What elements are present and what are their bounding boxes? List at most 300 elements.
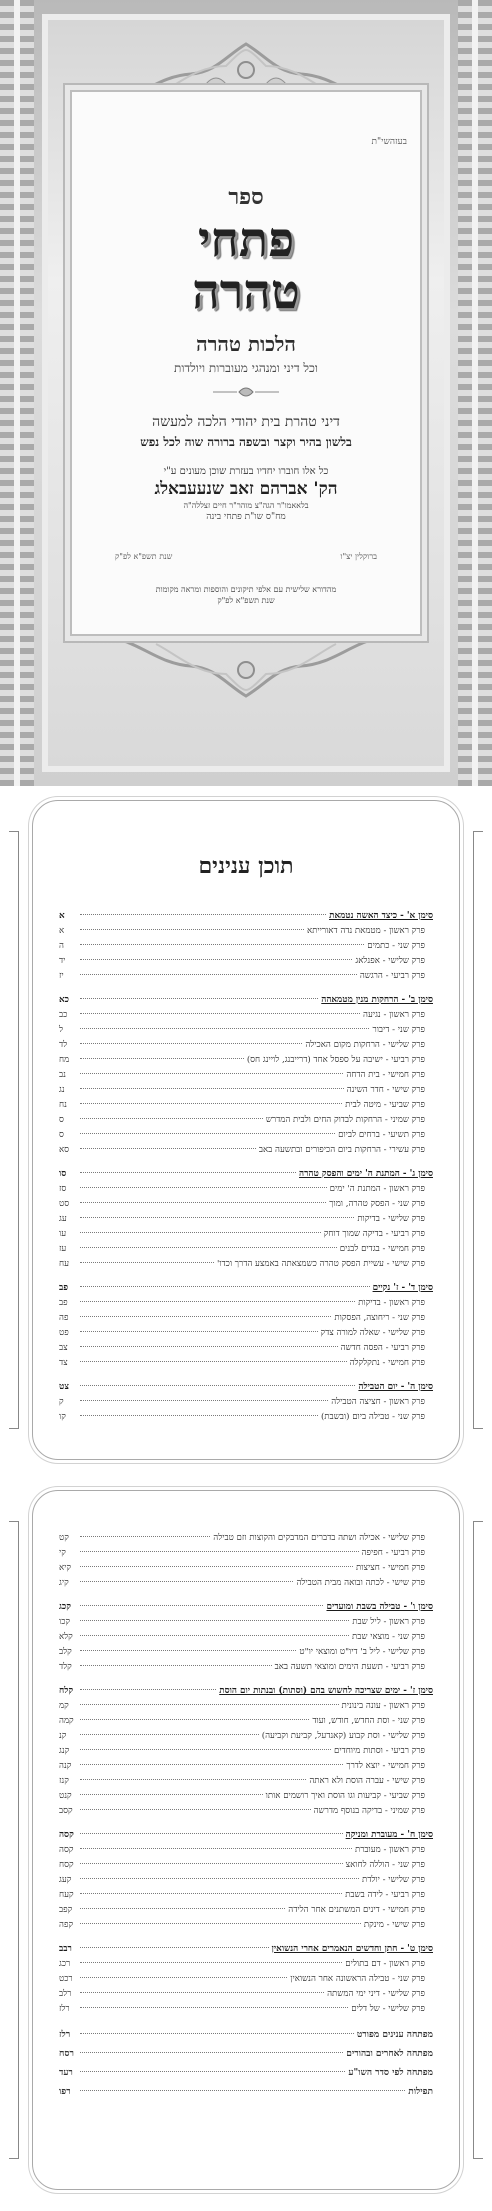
toc-section-heading[interactable]	[59, 909, 433, 924]
book-cover	[0, 0, 492, 786]
toc-section-heading[interactable]	[59, 1281, 433, 1296]
toc-page-number: א	[59, 926, 65, 936]
toc-entry-title: פרק חמישי - בגדים לבנים	[339, 1244, 425, 1254]
toc-entry-title: פרק שמיני - בדיקה בנוסף מדרשה	[313, 1806, 425, 1816]
toc-page-number: רסח	[59, 2049, 74, 2059]
dot-leader	[80, 1415, 318, 1416]
page-edge-bracket	[9, 1521, 19, 2159]
toc-chapter-entry[interactable]	[59, 1858, 433, 1873]
toc-page-number: קמה	[59, 1716, 74, 1726]
toc-entry-title: פרק רביעי - ישיבה על ספסל אחד (דרייבנג, לויינג חס)	[246, 1055, 425, 1065]
toc-entry-title: פרק שני - טבילה הראשונה אחר הנשואין	[290, 1974, 425, 1984]
dot-leader	[80, 1833, 343, 1834]
dot-leader	[80, 1764, 343, 1765]
toc-chapter-entry[interactable]	[59, 1888, 433, 1903]
toc-entry-title: סימן ב' - הרחקות מנין מטמאהה	[321, 995, 433, 1005]
toc-page-1	[32, 800, 460, 1460]
bsd-mark: בעזהשי"ת	[371, 137, 407, 147]
toc-entry-title: פרק חמישי - חציצות	[356, 1563, 425, 1573]
toc-page-number: קנז	[59, 1776, 69, 1786]
toc-page-number: רלב	[59, 1989, 72, 1999]
toc-entry-title: פרק ראשון - ליל שבת	[352, 1617, 425, 1627]
toc-entry-title: פרק ראשון - עונה בינונית	[341, 1701, 425, 1711]
toc-page-number: קלב	[59, 1647, 72, 1657]
dot-leader	[80, 1779, 306, 1780]
toc-page-number: לד	[59, 1040, 68, 1050]
toc-page-number: רעד	[59, 2068, 73, 2078]
toc-chapter-entry[interactable]	[59, 1903, 433, 1918]
toc-page-number: סז	[59, 1184, 67, 1194]
toc-entry-title: פרק שני - הפסק טהרה, ומוך	[329, 1199, 425, 1209]
toc-page-number: קסה	[59, 1845, 74, 1855]
toc-section-heading[interactable]	[59, 1684, 433, 1699]
toc-chapter-entry[interactable]	[59, 1804, 433, 1819]
author-lineage: בלאאמו"ר הגה"צ מוהר"ר חיים זצללה"ה	[183, 501, 309, 510]
toc-page-number: קנה	[59, 1761, 72, 1771]
toc-chapter-entry[interactable]	[59, 1630, 433, 1645]
toc-page-number: עג	[59, 1214, 67, 1224]
toc-page-number: עח	[59, 1259, 69, 1269]
dot-leader	[80, 1187, 327, 1188]
dot-leader	[80, 944, 364, 945]
toc-entry-title: פרק ראשון - נגיעה	[363, 1010, 425, 1020]
toc-entry-title: פרק שני - ריחוצה, הפסקות	[334, 1313, 425, 1323]
toc-chapter-entry[interactable]	[59, 1714, 433, 1729]
dot-leader	[80, 1581, 293, 1582]
toc-chapter-entry[interactable]	[59, 1257, 433, 1272]
author-name: הק' אברהם זאב שנעעבאלג	[154, 479, 338, 499]
toc-page-number: ק	[59, 1397, 64, 1407]
toc-chapter-entry[interactable]	[59, 1918, 433, 1933]
dot-leader	[80, 1058, 244, 1059]
toc-entry-title: פרק ראשון - חציצה הטבילה	[331, 1397, 425, 1407]
dot-leader	[80, 1605, 323, 1606]
toc-entry-title: פרק רביעי - חפיפה	[361, 1548, 425, 1558]
dot-leader	[80, 974, 357, 975]
dot-leader	[80, 1028, 369, 1029]
dot-leader	[80, 1088, 344, 1089]
toc-page-number: עו	[59, 1229, 67, 1239]
toc-chapter-entry[interactable]	[59, 1873, 433, 1888]
dot-leader	[80, 1232, 321, 1233]
toc-entry-title: פרק שלישי - ליל ב' דיו"ט ומוצאי יו"ט	[299, 1647, 425, 1657]
toc-entry-title: פרק שביעי - מיטה לבית	[345, 1100, 425, 1110]
description-line-2: בלשון בהיר וקצר ובשפה ברורה שוה לכל נפש	[140, 435, 352, 449]
toc-page-number: יד	[59, 956, 66, 966]
toc-page-number: רכט	[59, 1974, 73, 1984]
toc-page-number: א	[59, 911, 65, 921]
dot-leader	[80, 914, 326, 915]
toc-entry-title: פרק שלישי - של דלים	[351, 2004, 425, 2014]
toc-chapter-entry[interactable]	[59, 1038, 433, 1053]
toc-entry-title: פרק שישי - חדר השינה	[346, 1085, 425, 1095]
dot-leader	[80, 1400, 328, 1401]
dot-leader	[80, 1848, 352, 1849]
dot-leader	[80, 1247, 337, 1248]
publication-row	[75, 552, 417, 561]
toc-chapter-entry[interactable]	[59, 1410, 433, 1425]
dot-leader	[80, 1863, 343, 1864]
sefer-label: ספר	[228, 184, 264, 210]
toc-entry-title: מפתחה ענינים מפורט	[356, 2030, 433, 2040]
toc-chapter-entry[interactable]	[59, 1576, 433, 1591]
dot-leader	[80, 1992, 324, 1993]
dot-leader	[80, 2052, 343, 2053]
toc-page-number: סט	[59, 1199, 70, 1209]
toc-entry-title: פרק שישי - עשיית הפסק טהרה כשמצאתה באמצע הדרך וכדו'	[216, 1259, 425, 1269]
dot-leader	[80, 1361, 347, 1362]
dot-leader	[80, 1719, 309, 1720]
toc-entry-title: פרק תשיעי - ברחים לביום	[338, 1130, 425, 1140]
toc-chapter-entry[interactable]	[59, 1197, 433, 1212]
book-title-line2: טהרה	[192, 264, 300, 320]
toc-entry-title: סימן ז' - ימים שצריכה לחשוש בהם (וסתות) ובנתות יום הוסת	[219, 1686, 433, 1696]
toc-entry-title: פרק שישי - עברה הוסת ולא ראתה	[309, 1776, 425, 1786]
toc-page-number: פב	[59, 1298, 68, 1308]
toc-appendix-entry[interactable]	[59, 2026, 433, 2045]
toc-page-number: קסב	[59, 1806, 73, 1816]
book-subtitle-2: וכל דיני ומנהגי מעוברות ויולדות	[174, 361, 318, 375]
toc-page-number: פב	[59, 1283, 69, 1293]
toc-entry-title: פרק רביעי - הפסה חדשה	[340, 1343, 425, 1353]
toc-entry-title: סימן ג' - המתנת ה' ימים והפסק טהרה	[299, 1169, 433, 1179]
toc-chapter-entry[interactable]	[59, 954, 433, 969]
toc-chapter-entry[interactable]	[59, 1356, 433, 1371]
edition-year: שנת תשפ"א לפ"ק	[217, 596, 275, 605]
toc-page-number: מח	[59, 1055, 70, 1065]
toc-entry-title: פרק רביעי - לידה בשבת	[345, 1890, 425, 1900]
toc-page-number: רכג	[59, 1959, 71, 1969]
toc-page-number: יז	[59, 971, 64, 981]
toc-chapter-entry[interactable]	[59, 1212, 433, 1227]
toc-page-number: קלח	[59, 1686, 74, 1696]
toc-chapter-entry[interactable]	[59, 1759, 433, 1774]
toc-section-heading[interactable]	[59, 993, 433, 1008]
toc-entry-title: פרק חמישי - יוצא לדרך	[346, 1761, 425, 1771]
dot-leader	[80, 959, 352, 960]
toc-chapter-entry[interactable]	[59, 1242, 433, 1257]
toc-chapter-entry[interactable]	[59, 1068, 433, 1083]
page-edge-bracket	[473, 1521, 483, 2159]
publication-place: ברוקלין יצ"ו	[340, 552, 377, 561]
toc-page-number: פט	[59, 1328, 69, 1338]
toc-entry-title: פרק חמישי - דינים המשתנים אחר הלידה	[288, 1905, 425, 1915]
toc-chapter-entry[interactable]	[59, 1789, 433, 1804]
toc-page-number: קלד	[59, 1662, 72, 1672]
toc-entry-title: פרק חמישי - נתקלקלה	[349, 1358, 425, 1368]
toc-chapter-entry[interactable]	[59, 1546, 433, 1561]
toc-page-number: קנ	[59, 1731, 67, 1741]
toc-page-number: כב	[59, 1010, 68, 1020]
toc-chapter-entry[interactable]	[59, 924, 433, 939]
toc-entry-title: פרק ראשון - דם בתולים	[345, 1959, 425, 1969]
toc-page-number: קפה	[59, 1920, 74, 1930]
toc-title: תוכן ענינים	[198, 853, 294, 879]
toc-entry-title: מפתחה לאחרים ובהורים	[346, 2049, 433, 2059]
toc-chapter-entry[interactable]	[59, 1341, 433, 1356]
publication-year: שנת תשפ"א לפ"ק	[115, 552, 173, 561]
toc-chapter-entry[interactable]	[59, 1008, 433, 1023]
toc-entry-title: פרק שני - כתמים	[367, 941, 425, 951]
dot-leader	[80, 1734, 259, 1735]
toc-page-number: סא	[59, 1145, 70, 1155]
dot-leader	[80, 1103, 342, 1104]
toc-entry-title: פרק שני - וסת החדש, חודש, ועוד	[312, 1716, 425, 1726]
toc-page-number: צט	[59, 1382, 69, 1392]
toc-entry-title: סימן ו' - טבילה בשבת ומועדים	[326, 1602, 433, 1612]
dot-leader	[80, 1704, 339, 1705]
toc-chapter-entry[interactable]	[59, 1645, 433, 1660]
toc-entry-title: פרק שלישי - דיני ימי המשתה	[327, 1989, 425, 1999]
toc-entry-title: פרק רביעי - בדיקה שמוך דוחק	[323, 1229, 425, 1239]
toc-entry-title: פרק שני - טבילה ביום (ובשבת)	[320, 1412, 425, 1422]
toc-page-number: נב	[59, 1070, 66, 1080]
cover-border-stripe	[458, 0, 492, 786]
toc-page-number: רלז	[59, 2004, 70, 2014]
toc-appendix-entry[interactable]	[59, 2064, 433, 2083]
toc-entry-title: פרק שלישי - אפנלאג	[355, 956, 425, 966]
toc-entry-title: פרק עשירי - הרחקות ביום הכיפורים ובתשעה באב	[258, 1145, 425, 1155]
toc-entry-title: פרק שביעי - קביעות וגו הוסת ואיך רושמים אותו	[265, 1791, 425, 1801]
cover-border-stripe	[0, 0, 34, 786]
dot-leader	[80, 1977, 287, 1978]
toc-page-number: קי	[59, 1548, 66, 1558]
dot-leader	[80, 1316, 331, 1317]
toc-entry-title: תפילות	[408, 2087, 433, 2097]
toc-entry-title: מפתחה לפי סדר השו"ע	[348, 2068, 433, 2078]
toc-chapter-entry[interactable]	[59, 1744, 433, 1759]
toc-page-number: קעח	[59, 1890, 74, 1900]
toc-page-number: קסח	[59, 1860, 74, 1870]
section-spacer	[59, 1819, 433, 1828]
toc-page-number: נח	[59, 1100, 67, 1110]
dot-leader	[80, 1635, 349, 1636]
toc-chapter-entry[interactable]	[59, 1395, 433, 1410]
toc-chapter-entry[interactable]	[59, 1660, 433, 1675]
dot-leader	[80, 1893, 342, 1894]
toc-page-number: עז	[59, 1244, 67, 1254]
toc-page-number: קנט	[59, 1791, 72, 1801]
toc-entry-title: פרק חמישי - בית הדחה	[346, 1070, 425, 1080]
toc-page-2	[32, 1490, 460, 2190]
section-spacer	[59, 1272, 433, 1281]
dot-leader	[80, 1118, 263, 1119]
toc-entry-title: פרק שמיני - הרחקות לבדוק החים ולבית המדרש	[265, 1115, 425, 1125]
description-line-1: דיני טהרת בית יהודי הלכה למעשה	[152, 414, 340, 430]
toc-chapter-entry[interactable]	[59, 1098, 433, 1113]
toc-chapter-entry[interactable]	[59, 1083, 433, 1098]
toc-chapter-entry[interactable]	[59, 1972, 433, 1987]
dot-leader	[80, 1551, 359, 1552]
toc-page-number: כא	[59, 995, 69, 1005]
cover-text	[75, 137, 417, 605]
toc-page-number: קעג	[59, 1875, 72, 1885]
book-title-line1: פתחי	[197, 212, 295, 268]
dot-leader	[80, 1385, 355, 1386]
toc-section-heading[interactable]	[59, 1600, 433, 1615]
toc-entry-title: פרק שני - הוללה לחואצ	[345, 1860, 425, 1870]
toc-page-number: קלא	[59, 1632, 73, 1642]
author-works: מח"ס שו"ת פתחי בינה	[206, 512, 286, 522]
book-subtitle: הלכות טהרה	[196, 332, 296, 356]
toc-entry-title: פרק ראשון - המתנת ה' ימים	[329, 1184, 425, 1194]
toc-chapter-entry[interactable]	[59, 1729, 433, 1744]
toc-chapter-entry[interactable]	[59, 939, 433, 954]
dot-leader	[80, 1566, 353, 1567]
toc-chapter-entry[interactable]	[59, 1699, 433, 1714]
toc-chapter-entry[interactable]	[59, 969, 433, 984]
toc-chapter-entry[interactable]	[59, 1774, 433, 1789]
toc-page-number: קסה	[59, 1830, 74, 1840]
toc-list	[59, 1531, 433, 2102]
toc-entry-title: פרק שני - דיבור	[372, 1025, 425, 1035]
section-spacer	[59, 1933, 433, 1942]
toc-chapter-entry[interactable]	[59, 1023, 433, 1038]
toc-page-number: רפו	[59, 2087, 71, 2097]
toc-list	[59, 909, 433, 1425]
toc-page-number: קכג	[59, 1602, 71, 1612]
toc-page-number: רלז	[59, 2030, 71, 2040]
toc-page-number: פה	[59, 1313, 69, 1323]
dot-leader	[80, 1962, 342, 1963]
toc-entry-title: סימן ד' - ז' נקיים	[372, 1283, 433, 1293]
toc-entry-title: סימן ה' - יום הטבילה	[358, 1382, 433, 1392]
toc-page-number: קט	[59, 1533, 69, 1543]
toc-entry-title: סימן ח' - מעוברת ומניקה	[345, 1830, 433, 1840]
dot-leader	[80, 1346, 338, 1347]
toc-page-number: צב	[59, 1343, 68, 1353]
toc-entry-title: פרק ראשון - בדיקות	[358, 1298, 425, 1308]
toc-chapter-entry[interactable]	[59, 1053, 433, 1068]
toc-chapter-entry[interactable]	[59, 2002, 433, 2017]
section-spacer	[59, 1371, 433, 1380]
dot-leader	[80, 1073, 343, 1074]
dot-leader	[80, 1947, 269, 1948]
dot-leader	[80, 1809, 311, 1810]
toc-page-number: ל	[59, 1025, 64, 1035]
toc-chapter-entry[interactable]	[59, 1227, 433, 1242]
toc-chapter-entry[interactable]	[59, 1987, 433, 2002]
toc-entry-title: פרק שישי - מינקת	[363, 1920, 425, 1930]
toc-chapter-entry[interactable]	[59, 1561, 433, 1576]
toc-section-heading[interactable]	[59, 1942, 433, 1957]
description-line-3: כל אלו חוברו יחדיו בעזרת שוכן מעונים ע"י	[163, 466, 329, 477]
toc-entry-title: פרק שישי - לכתה ובואה מבית הטבילה	[296, 1578, 425, 1588]
toc-page-number: קו	[59, 1412, 66, 1422]
toc-entry-title: פרק רביעי - תשעת הימים ומוצאי תשעה באב	[274, 1662, 425, 1672]
section-spacer	[59, 1675, 433, 1684]
dot-leader	[80, 1286, 370, 1287]
toc-section-heading[interactable]	[59, 1167, 433, 1182]
toc-section-heading[interactable]	[59, 1380, 433, 1395]
toc-page-number: קיג	[59, 1578, 69, 1588]
dot-leader	[80, 1331, 318, 1332]
toc-section-heading[interactable]	[59, 1828, 433, 1843]
page-edge-bracket	[473, 831, 483, 1429]
dot-leader	[80, 1013, 360, 1014]
toc-page-number: ס	[59, 1115, 64, 1125]
toc-entry-title: פרק ראשון - מעוברת	[354, 1845, 425, 1855]
dot-leader	[80, 998, 318, 999]
toc-entry-title: פרק שלישי - בדיקות	[357, 1214, 425, 1224]
toc-chapter-entry[interactable]	[59, 1957, 433, 1972]
toc-page-number: קיא	[59, 1563, 72, 1573]
dot-leader	[80, 929, 304, 930]
toc-appendix-entry[interactable]	[59, 2045, 433, 2064]
toc-chapter-entry[interactable]	[59, 1843, 433, 1858]
dot-leader	[80, 2090, 405, 2091]
toc-page-number: ס	[59, 1130, 64, 1140]
toc-chapter-entry[interactable]	[59, 1128, 433, 1143]
toc-chapter-entry[interactable]	[59, 1143, 433, 1158]
toc-chapter-entry[interactable]	[59, 1113, 433, 1128]
dot-leader	[80, 1794, 263, 1795]
toc-chapter-entry[interactable]	[59, 1311, 433, 1326]
dot-leader	[80, 1650, 296, 1651]
toc-page-number: קמ	[59, 1701, 69, 1711]
dot-leader	[80, 2071, 345, 2072]
toc-entry-title: פרק שלישי - שאלה למורה צדק	[320, 1328, 425, 1338]
divider-ornament	[211, 386, 281, 398]
dot-leader	[80, 1172, 296, 1173]
section-spacer	[59, 1591, 433, 1600]
toc-entry-title: פרק שלישי - וסת קבוע (קאנדעל, קביעת וקביעה)	[261, 1731, 425, 1741]
dot-leader	[80, 1148, 256, 1149]
toc-entry-title: פרק שני - מוצאי שבת	[352, 1632, 425, 1642]
toc-page-number: סו	[59, 1169, 67, 1179]
toc-chapter-entry[interactable]	[59, 1615, 433, 1630]
dot-leader	[80, 1923, 361, 1924]
dot-leader	[80, 1689, 216, 1690]
toc-chapter-entry[interactable]	[59, 1531, 433, 1546]
dot-leader	[80, 1536, 210, 1537]
dot-leader	[80, 1202, 326, 1203]
toc-entry-title: סימן א' - כיצד האשה נטמאת	[329, 911, 433, 921]
toc-chapter-entry[interactable]	[59, 1326, 433, 1341]
dot-leader	[80, 1301, 355, 1302]
dot-leader	[80, 1908, 285, 1909]
dot-leader	[80, 1749, 331, 1750]
toc-page-number: נג	[59, 1085, 65, 1095]
toc-entry-title: פרק שלישי - הרחקות מקום האכילה	[305, 1040, 425, 1050]
dot-leader	[80, 1878, 359, 1879]
toc-entry-title: פרק שלישי - אכילה ושתה בדברים המדבקים והקוצות וזם טבילה	[213, 1533, 425, 1543]
page-edge-bracket	[9, 831, 19, 1429]
toc-entry-title: פרק ראשון - מטמאת נדה דאורייתא	[306, 926, 425, 936]
dot-leader	[80, 2007, 348, 2008]
toc-entry-title: פרק שלישי - יולדת	[362, 1875, 425, 1885]
dot-leader	[80, 1665, 272, 1666]
dot-leader	[80, 1620, 349, 1621]
toc-entry-title: פרק רביעי - הרגשה	[359, 971, 425, 981]
toc-appendix-entry[interactable]	[59, 2083, 433, 2102]
dot-leader	[80, 1043, 302, 1044]
toc-page-number: רבב	[59, 1944, 72, 1954]
toc-entry-title: סימן ט' - חתן וחדשים הנאמרים אחרי הנשואין	[271, 1944, 433, 1954]
toc-page-number: קפב	[59, 1905, 73, 1915]
dot-leader	[80, 2033, 354, 2034]
toc-page-number: צד	[59, 1358, 68, 1368]
section-spacer	[59, 2017, 433, 2026]
toc-chapter-entry[interactable]	[59, 1296, 433, 1311]
toc-page-number: ה	[59, 941, 64, 951]
ornament-crest	[96, 634, 396, 704]
dot-leader	[80, 1133, 335, 1134]
toc-page-number: קנג	[59, 1746, 70, 1756]
toc-chapter-entry[interactable]	[59, 1182, 433, 1197]
dot-leader	[80, 1262, 214, 1263]
section-spacer	[59, 1158, 433, 1167]
